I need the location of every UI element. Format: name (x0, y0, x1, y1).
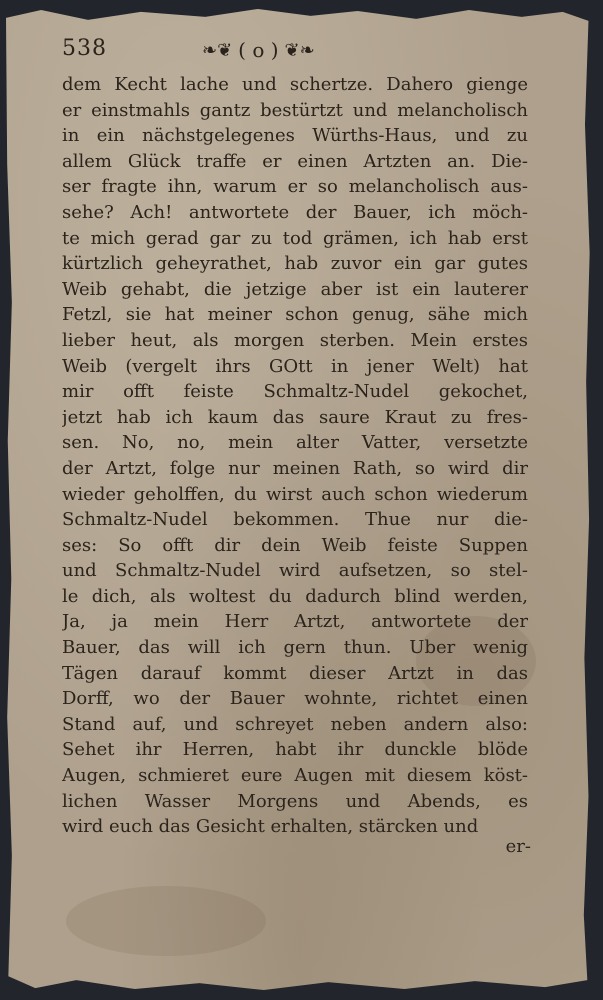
text-line: lichen Wasser Morgens und Abends, es (62, 790, 528, 812)
text-line: Weib gehabt, die jetzige aber ist ein lauterer (62, 278, 528, 300)
text-line: jetzt hab ich kaum das saure Kraut zu fres- (62, 406, 528, 428)
page-header (62, 36, 532, 66)
paper-stain (66, 886, 266, 956)
text-line: Augen, schmieret eure Augen mit diesem köst- (62, 765, 528, 787)
text-line: er einstmahls gantz bestürtzt und melancholisch (62, 99, 528, 121)
text-line: Sehet ihr Herren, habt ihr dunckle blöde (62, 739, 528, 761)
flourish-right-icon: ❦❧ (284, 39, 315, 61)
text-line: wieder geholffen, du wirst auch schon wiederum (62, 483, 528, 505)
text-line: mir offt feiste Schmaltz-Nudel gekochet, (62, 381, 528, 403)
text-line: der Artzt, folge nur meinen Rath, so wird dir (62, 457, 528, 479)
body-text (62, 72, 528, 840)
text-line: und Schmaltz-Nudel wird aufsetzen, so stel- (62, 560, 528, 582)
flourish-left-icon: ❧❦ (202, 39, 233, 61)
text-line: lieber heut, als morgen sterben. Mein erstes (62, 329, 528, 351)
text-line: wird euch das Gesicht erhalten, stärcken und (62, 816, 479, 838)
text-line: Tägen darauf kommt dieser Artzt in das (62, 662, 528, 684)
text-line: sen. No, no, mein alter Vatter, versetzte (62, 432, 528, 454)
text-line: sehe? Ach! antwortete der Bauer, ich möch- (62, 201, 528, 223)
text-line: Bauer, das will ich gern thun. Uber wenig (62, 637, 528, 659)
ornament-center: ( o ) (238, 38, 279, 62)
text-line: ser fragte ihn, warum er so melancholisch aus- (62, 176, 528, 198)
page-number: 538 (62, 36, 107, 61)
text-line: allem Glück traffe er einen Artzten an. Die- (62, 150, 528, 172)
catchword: er- (505, 836, 531, 857)
text-line: le dich, als woltest du dadurch blind werden, (62, 585, 528, 607)
text-line: dem Kecht lache und schertze. Dahero gienge (62, 74, 528, 95)
header-ornament (202, 38, 315, 62)
text-line: Schmaltz-Nudel bekommen. Thue nur die- (62, 509, 528, 531)
text-line: te mich gerad gar zu tod grämen, ich hab erst (62, 227, 528, 249)
text-line: ses: So offt dir dein Weib feiste Suppen (62, 534, 528, 556)
text-line: in ein nächstgelegenes Würths-Haus, und zu (62, 125, 528, 147)
text-line: Weib (vergelt ihrs GOtt in jener Welt) hat (62, 355, 528, 377)
text-line: Dorff, wo der Bauer wohnte, richtet einen (62, 688, 528, 710)
text-line: Ja, ja mein Herr Artzt, antwortete der (62, 611, 528, 633)
text-line: Stand auf, und schreyet neben andern also: (62, 713, 528, 735)
text-line: Fetzl, sie hat meiner schon genug, sähe mich (62, 304, 528, 326)
text-line: kürtzlich geheyrathet, hab zuvor ein gar gutes (62, 253, 528, 275)
